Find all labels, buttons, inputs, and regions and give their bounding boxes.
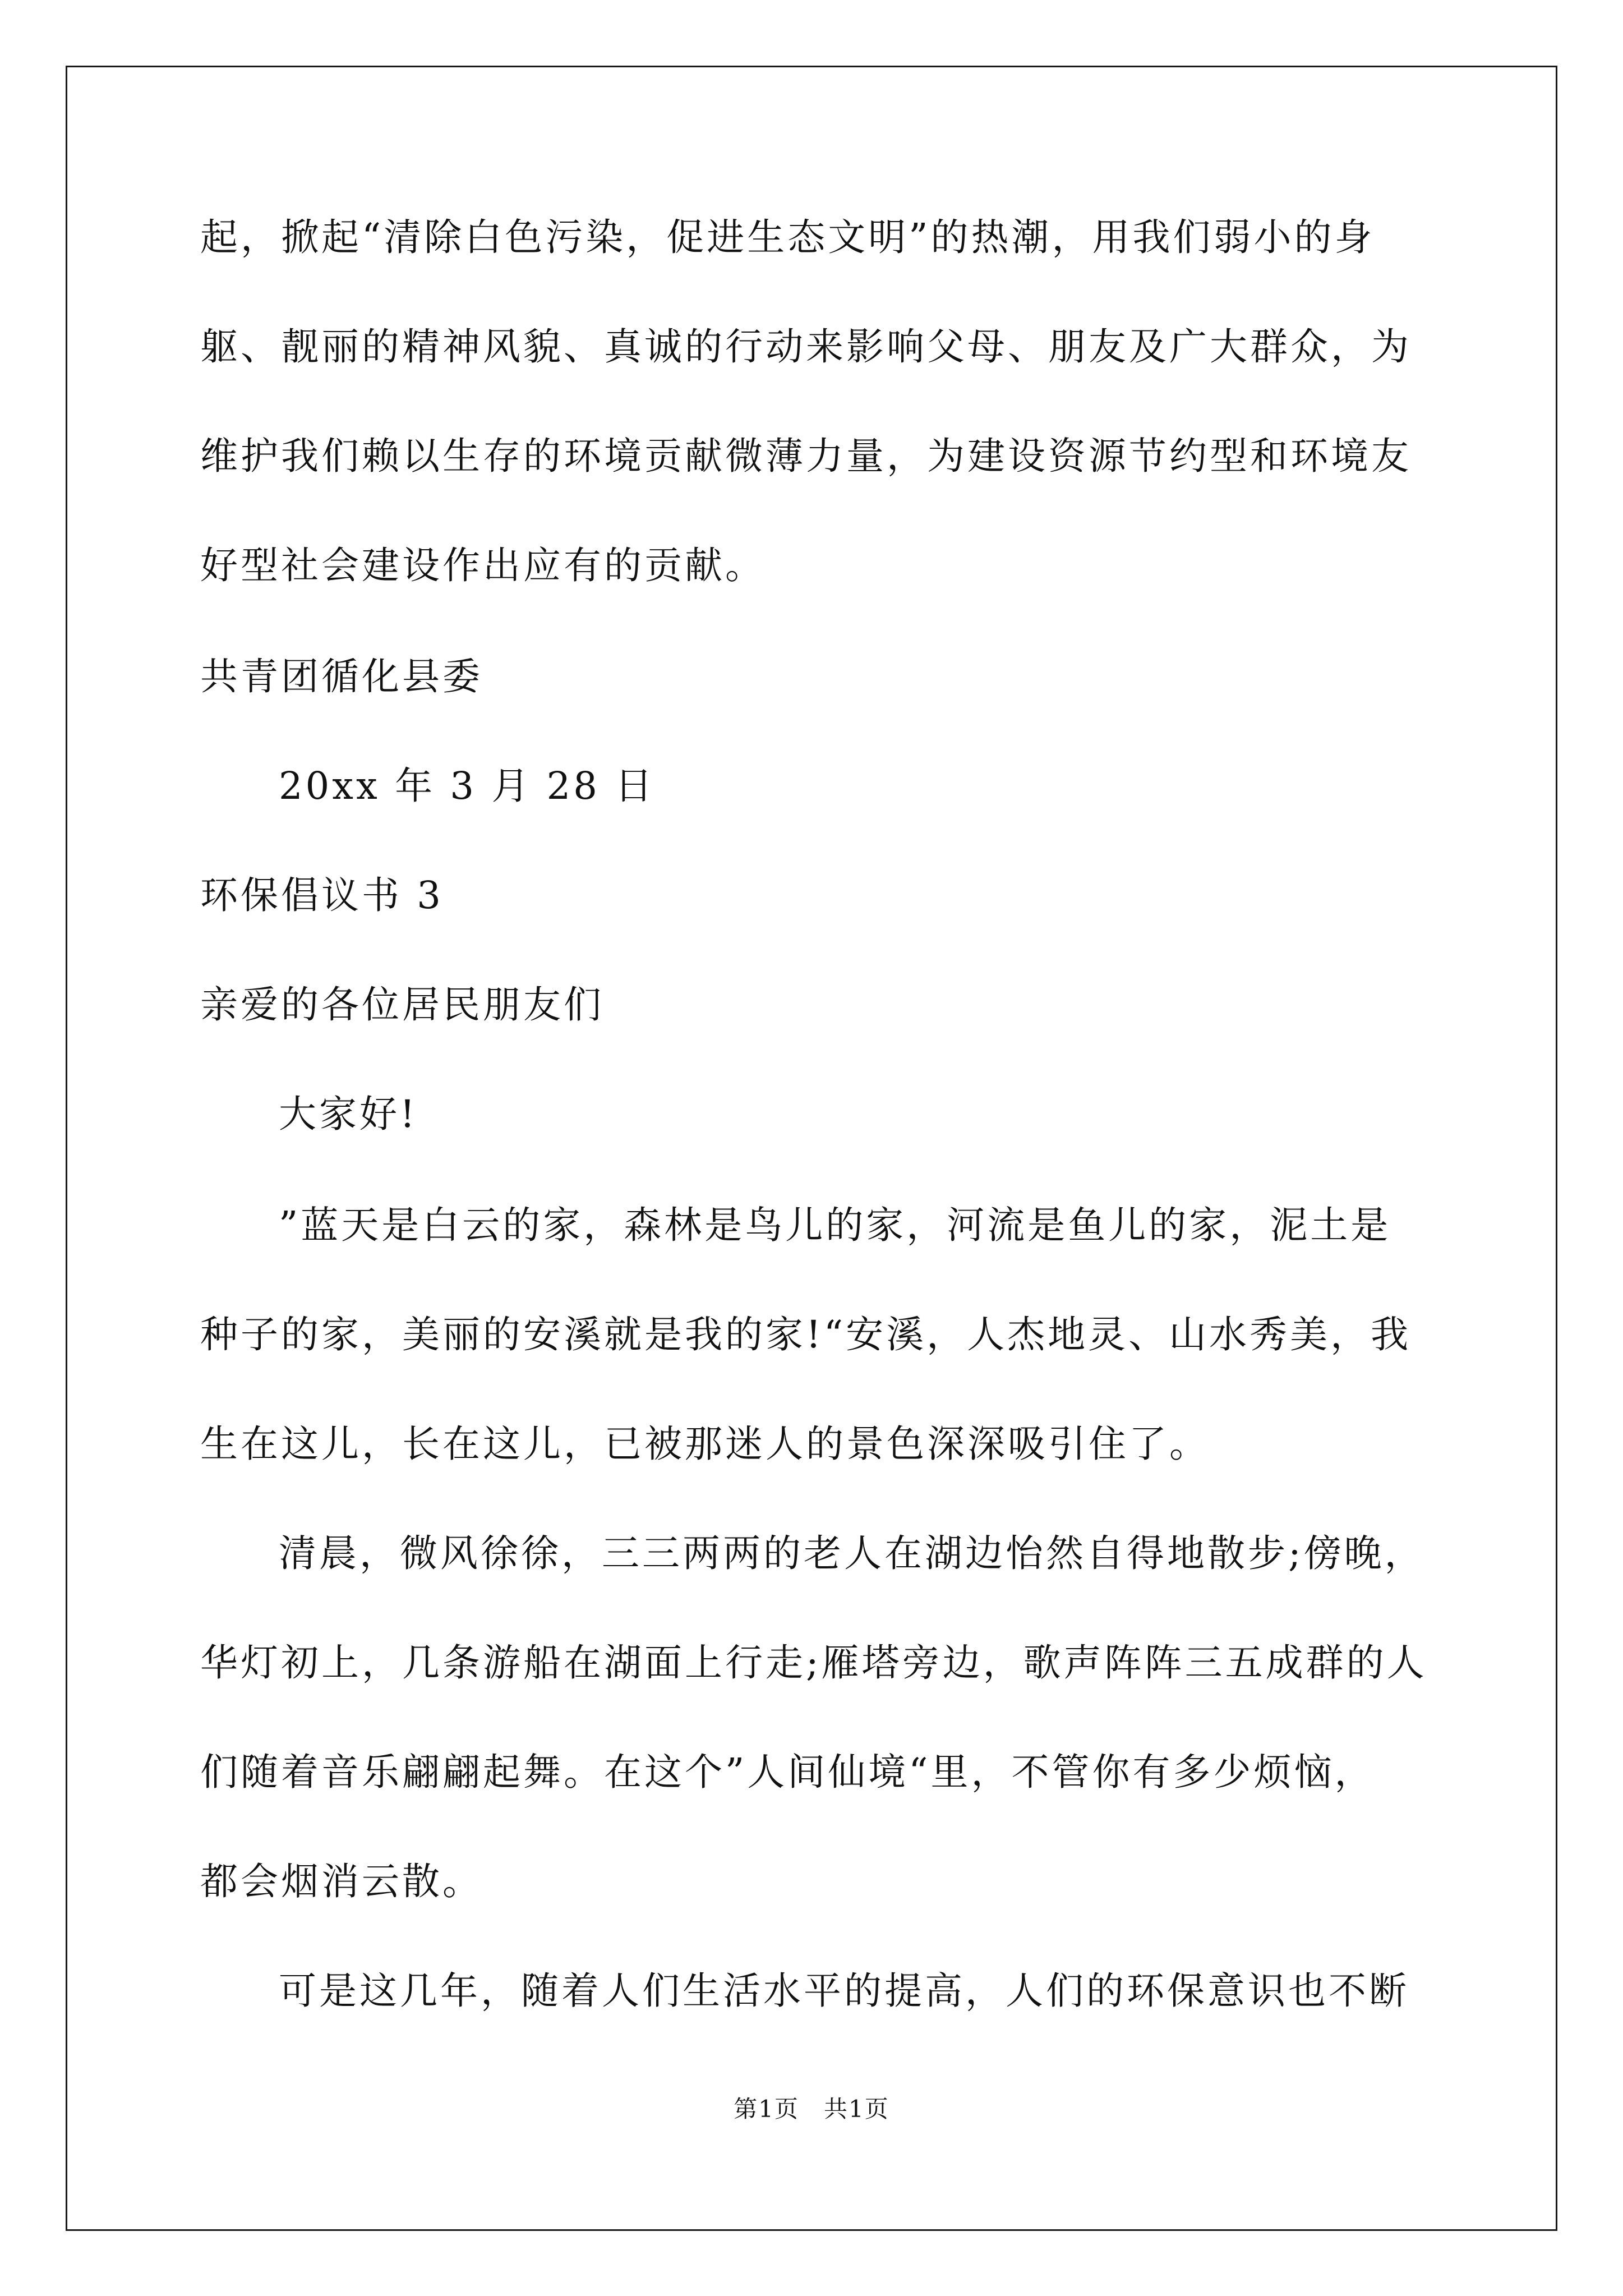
paragraph-line: 华灯初上，几条游船在湖面上行走;雁塔旁边，歌声阵阵三五成群的人 [200, 1641, 1427, 1685]
page-footer: 第1页 共1页 [734, 2095, 889, 2123]
paragraph-line: ”蓝天是白云的家，森林是鸟儿的家，河流是鱼儿的家，泥土是 [279, 1203, 1391, 1247]
salutation: 亲爱的各位居民朋友们 [200, 983, 604, 1027]
paragraph-line: 清晨，微风徐徐，三三两两的老人在湖边怡然自得地散步;傍晚， [279, 1531, 1425, 1575]
signature-organization: 共青团循化县委 [200, 655, 483, 698]
paragraph-line: 都会烟消云散。 [200, 1860, 483, 1903]
greeting: 大家好! [279, 1092, 418, 1136]
paragraph-line: 生在这儿，长在这儿，已被那迷人的景色深深吸引住了。 [200, 1422, 1210, 1466]
section-title: 环保倡议书 3 [200, 873, 444, 917]
paragraph-line: 好型社会建设作出应有的贡献。 [200, 544, 766, 587]
paragraph-line: 们随着音乐翩翩起舞。在这个”人间仙境“里，不管你有多少烦恼， [200, 1750, 1375, 1794]
signature-date: 20xx 年 3 月 28 日 [279, 764, 656, 808]
page-frame [66, 66, 1557, 2231]
paragraph-line: 可是这几年，随着人们生活水平的提高，人们的环保意识也不断 [279, 1969, 1409, 2013]
paragraph-line: 躯、靓丽的精神风貌、真诚的行动来影响父母、朋友及广大群众，为 [200, 325, 1412, 369]
paragraph-line: 起，掀起“清除白色污染，促进生态文明”的热潮，用我们弱小的身 [200, 215, 1375, 259]
paragraph-line: 种子的家，美丽的安溪就是我的家!“安溪，人杰地灵、山水秀美，我 [200, 1313, 1412, 1356]
paragraph-line: 维护我们赖以生存的环境贡献微薄力量，为建设资源节约型和环境友 [200, 434, 1412, 478]
